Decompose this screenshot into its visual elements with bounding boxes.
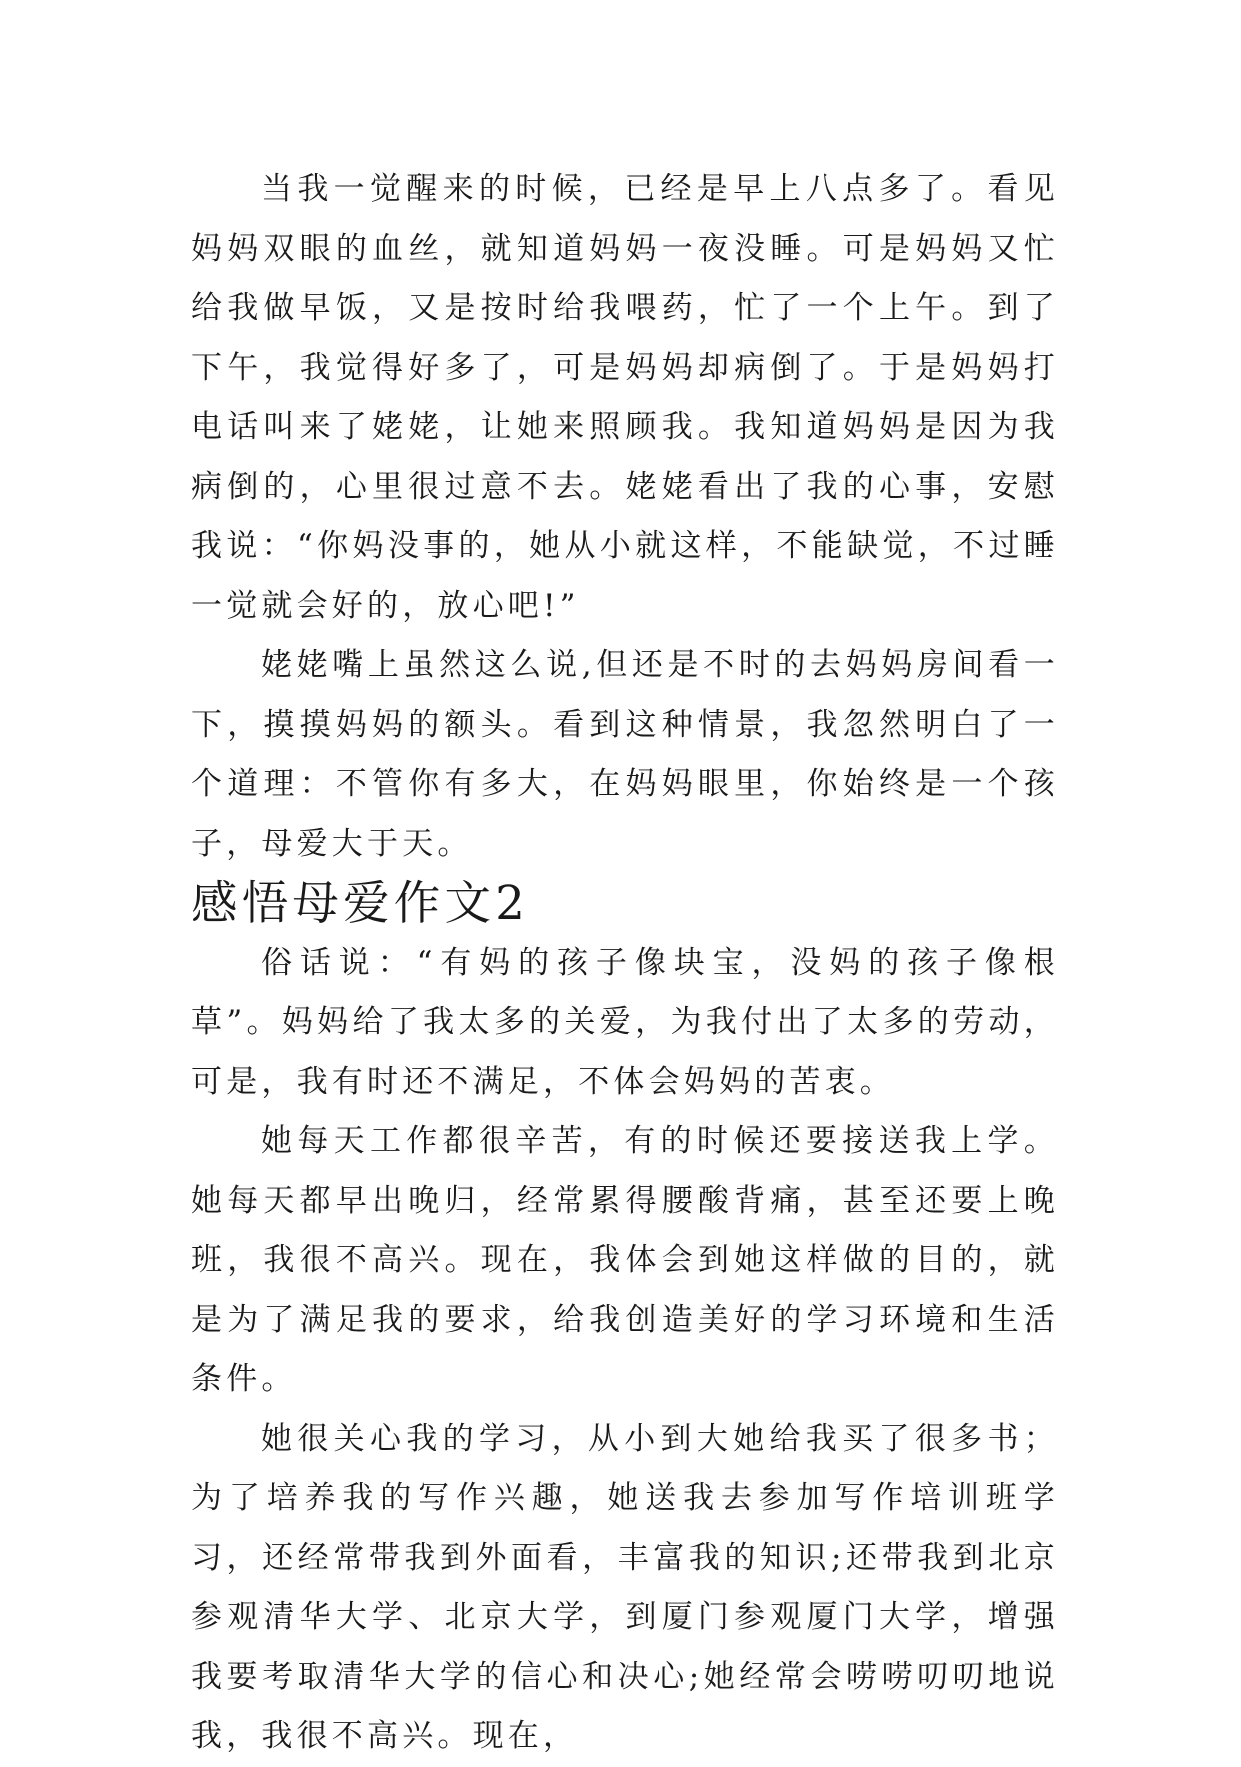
paragraph-proverb: 俗话说：“有妈的孩子像块宝，没妈的孩子像根草”。妈妈给了我太多的关爱，为我付出了太多的劳动，可是，我有时还不满足，不体会妈妈的苦衷。: [191, 944, 1059, 1100]
paragraph-study-care: 她很关心我的学习，从小到大她给我买了很多书；为了培养我的写作兴趣，她送我去参加写作培训班学习，还经常带我到外面看，丰富我的知识;还带我到北京参观清华大学、北京大学，到厦门参观厦门大学，增强我要考取清华大学的信心和决心;她经常会唠唠叨叨地说我，我很不高兴。现在，: [191, 1420, 1059, 1754]
paragraph-hard-work: 她每天工作都很辛苦，有的时候还要接送我上学。她每天都早出晚归，经常累得腰酸背痛，甚至还要上晚班，我很不高兴。现在，我体会到她这样做的目的，就是为了满足我的要求，给我创造美好的学习环境和生活条件。: [191, 1123, 1059, 1397]
paragraph-waking-up: 当我一觉醒来的时候，已经是早上八点多了。看见妈妈双眼的血丝，就知道妈妈一夜没睡。可是妈妈又忙给我做早饭，又是按时给我喂药，忙了一个上午。到了下午，我觉得好多了，可是妈妈却病倒了。于是妈妈打电话叫来了姥姥，让她来照顾我。我知道妈妈是因为我病倒的，心里很过意不去。姥姥看出了我的心事，安慰我说：“你妈没事的，她从小就这样，不能缺觉，不过睡一觉就会好的，放心吧!”: [191, 171, 1059, 624]
document-body: [191, 160, 1059, 1767]
paragraph-grandma: 姥姥嘴上虽然这么说,但还是不时的去妈妈房间看一下，摸摸妈妈的额头。看到这种情景，我忽然明白了一个道理：不管你有多大，在妈妈眼里，你始终是一个孩子，母爱大于天。: [191, 647, 1059, 862]
section-heading: 感悟母爱作文2: [191, 876, 529, 930]
